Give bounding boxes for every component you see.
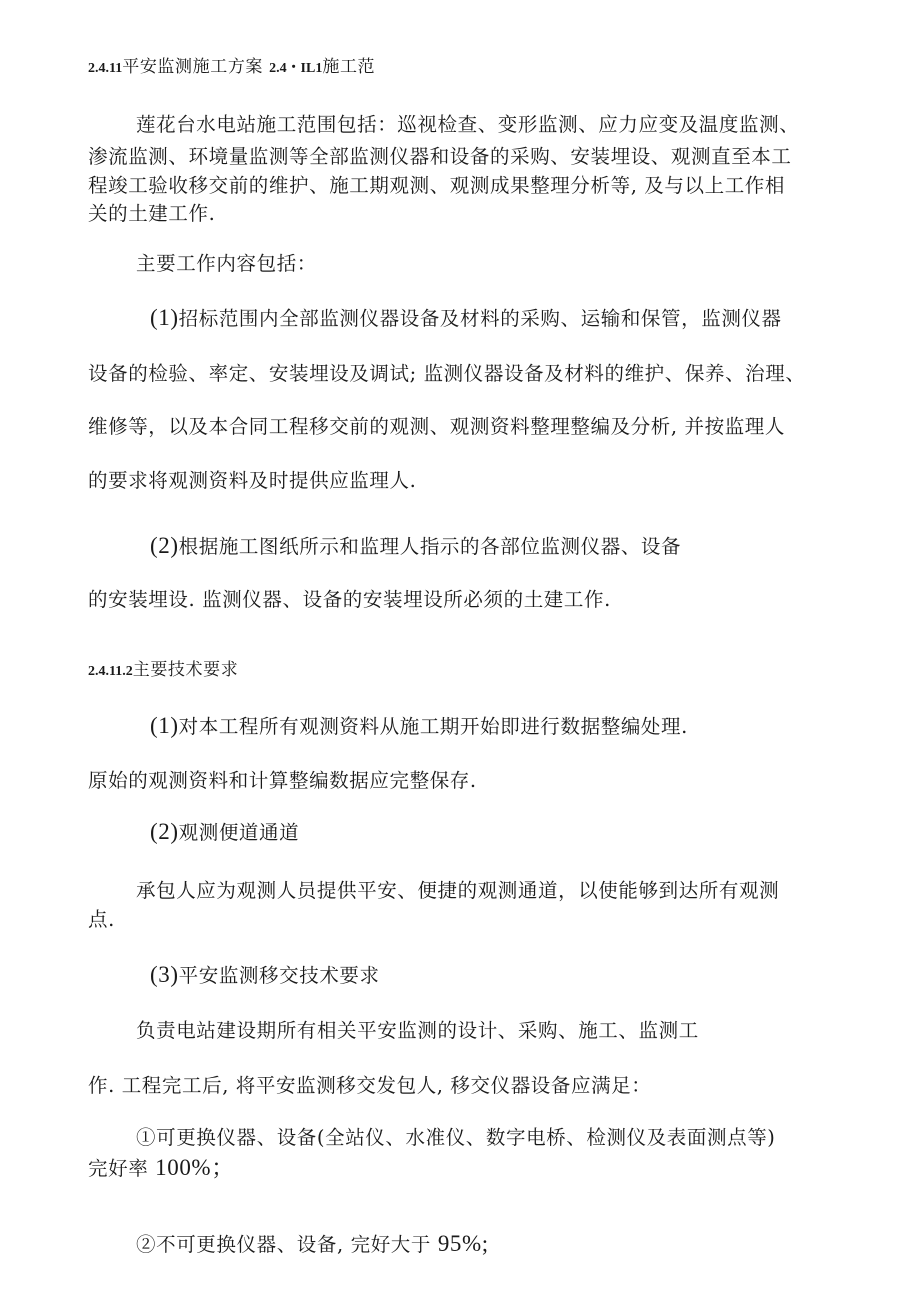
condition-value: 100%； <box>155 1155 235 1180</box>
list-item-3 <box>150 961 380 990</box>
paragraph-line: 主要工作内容包括： <box>136 252 317 275</box>
item-number: (2) <box>150 533 179 558</box>
section-heading-2-4-11 <box>88 53 375 83</box>
paragraph-line: 莲花台水电站施工范围包括：巡视检查、变形监测、应力应变及温度监测、 <box>136 113 800 136</box>
list-item-1 <box>150 712 688 741</box>
paragraph-line: 渗流监测、环境量监测等全部监测仪器和设备的采购、安装埋设、观测直至本工 <box>88 145 792 168</box>
list-item-1 <box>150 304 782 333</box>
condition-2 <box>136 1230 489 1259</box>
heading-text: 平安监测施工方案 <box>122 57 264 77</box>
paragraph-line: 承包人应为观测人员提供平安、便捷的观测通道，以使能够到达所有观测 <box>136 879 780 902</box>
list-item-2 <box>150 532 681 561</box>
paragraph-line: 的要求将观测资料及时提供应监理人. <box>88 469 417 492</box>
list-item-2 <box>150 818 299 847</box>
item-number: (1) <box>150 305 179 330</box>
heading-text-2: 施工范 <box>322 57 376 77</box>
paragraph-line: 维修等，以及本合同工程移交前的观测、观测资料整理整编及分析, 并按监理人 <box>88 415 785 438</box>
paragraph-line: 关的土建工作. <box>88 202 216 225</box>
item-text: 对本工程所有观测资料从施工期开始即进行数据整编处理. <box>178 715 688 738</box>
item-number: (1) <box>150 713 179 738</box>
paragraph-line: 的安装埋设. 监测仪器、设备的安装埋设所必须的土建工作. <box>88 588 611 611</box>
heading-number: 2.4.11.2 <box>88 664 133 679</box>
heading-number: 2.4.11 <box>88 61 123 76</box>
item-text: 根据施工图纸所示和监理人指示的各部位监测仪器、设备 <box>178 535 682 558</box>
item-text: 观测便道通道 <box>178 821 300 844</box>
condition-value: 95%; <box>437 1231 489 1256</box>
item-number: (3) <box>150 962 179 987</box>
heading-number-2: 2.4・IL1 <box>269 61 323 76</box>
paragraph-line: 负责电站建设期所有相关平安监测的设计、采购、施工、监测工 <box>136 1019 699 1042</box>
item-number: (2) <box>150 819 179 844</box>
section-heading-2-4-11-2 <box>88 656 238 686</box>
condition-1-continued <box>88 1154 235 1183</box>
item-text: 招标范围内全部监测仪器设备及材料的采购、运输和保管，监测仪器 <box>178 307 782 330</box>
paragraph-line: 作. 工程完工后, 将平安监测移交发包人, 移交仪器设备应满足： <box>88 1074 652 1097</box>
paragraph-line: 原始的观测资料和计算整编数据应完整保存. <box>88 769 477 792</box>
condition-text: 完好率 <box>88 1157 149 1180</box>
paragraph-line: 点. <box>88 908 115 931</box>
heading-text: 主要技术要求 <box>132 660 239 680</box>
paragraph-line: 程竣工验收移交前的维护、施工期观测、观测成果整理分析等, 及与以上工作相 <box>88 174 785 197</box>
condition-text: ②不可更换仪器、设备, 完好大于 <box>136 1233 431 1256</box>
item-text: 平安监测移交技术要求 <box>178 964 380 987</box>
paragraph-line: 设备的检验、率定、安装埋设及调试; 监测仪器设备及材料的维护、保养、治理、 <box>88 362 806 385</box>
condition-1: ①可更换仪器、设备(全站仪、水准仪、数字电桥、检测仪及表面测点等) <box>136 1126 776 1149</box>
